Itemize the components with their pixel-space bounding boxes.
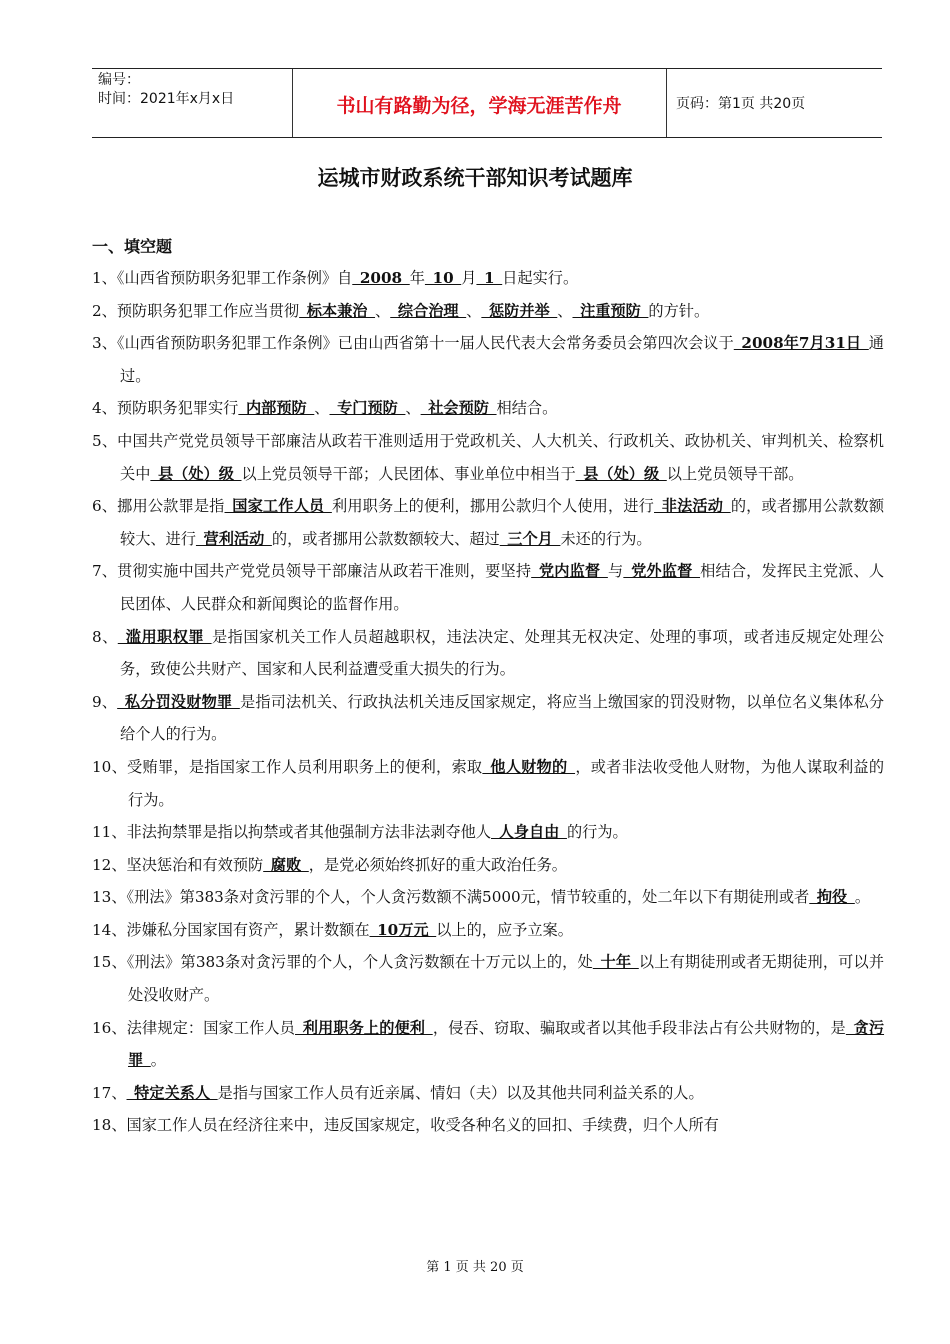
answer-blank: 他人财物的 (482, 757, 576, 776)
answer-blank: 贪污罪 (128, 1018, 885, 1070)
answer-blank: 社会预防 (420, 399, 497, 418)
question-text: 年 (409, 269, 425, 287)
question-text: 相结合，发挥民主党派、人民团体、人民群众和新闻舆论的监督作用。 (120, 562, 885, 613)
answer-blank: 非法活动 (654, 497, 731, 516)
question-number: 9、 (92, 692, 118, 711)
answer-blank: 10 (424, 269, 462, 287)
question-text: 涉嫌私分国家国有资产，累计数额在 (126, 920, 370, 939)
question-text: 以上的，应予立案。 (436, 920, 573, 939)
question-text: 。 (854, 888, 870, 907)
number-label: 编号： (98, 72, 140, 88)
question-text: 以上党员领导干部。 (666, 464, 804, 483)
answer-blank: 标本兼治 (299, 301, 376, 320)
question-text: 《山西省预防职务犯罪工作条例》自 (116, 269, 353, 287)
question-number: 13、 (92, 888, 127, 907)
question-item (92, 425, 884, 490)
header-motto: 书山有路勤为径，学海无涯苦作舟 (336, 95, 622, 117)
answer-blank: 特定关系人 (126, 1083, 218, 1102)
question-number: 14、 (92, 920, 127, 939)
question-number: 5、 (92, 431, 118, 450)
question-text: 预防职务犯罪实行 (116, 399, 239, 418)
question-number: 18、 (92, 1116, 127, 1135)
answer-blank: 注重预防 (572, 301, 649, 320)
question-number: 2、 (92, 301, 117, 320)
answer-blank: 十年 (592, 953, 639, 972)
question-text: 的，或者挪用公款数额较大、超过 (271, 529, 500, 548)
question-number: 7、 (92, 562, 118, 581)
answer-blank: 利用职务上的便利 (295, 1018, 433, 1037)
answer-blank: 党内监督 (531, 562, 608, 581)
time-label: 时间：2021年x月x日 (98, 91, 235, 107)
question-text: 以上党员领导干部；人民团体、事业单位中相当于 (241, 464, 576, 483)
page-title: 运城市财政系统干部知识考试题库 (317, 166, 633, 190)
question-text: 是指国家机关工作人员超越职权，违法决定、处理其无权决定、处理的事项，或者违反规定处理公务，致使公共财产、国家和人民利益遭受重大损失的行为。 (120, 627, 885, 679)
answer-blank: 综合治理 (390, 301, 467, 320)
question-number: 17、 (92, 1083, 127, 1102)
question-text: 挪用公款罪是指 (117, 497, 225, 516)
question-number: 1、 (92, 269, 117, 287)
header-meta (98, 71, 234, 109)
question-list (92, 262, 884, 1142)
question-item (92, 392, 884, 425)
question-text: 、 (405, 399, 421, 418)
question-text: 中国共产党党员领导干部廉洁从政若干准则适用于党政机关、人大机关、行政机关、政协机关、审判机关、检察机关中 (117, 431, 884, 483)
question-item (92, 849, 884, 882)
question-text: 日起实行。 (502, 269, 579, 287)
question-text: 《刑法》第383条对贪污罪的个人，个人贪污数额在十万元以上的，处 (126, 953, 593, 972)
question-item (92, 914, 884, 947)
page-label: 页码：第1页 共20页 (676, 96, 806, 112)
question-text: 的，或者挪用公款数额较大、进行 (120, 497, 885, 548)
question-text: 坚决惩治和有效预防 (126, 855, 264, 874)
question-item (92, 881, 884, 914)
question-item (92, 262, 884, 295)
question-text: 通过。 (120, 334, 884, 385)
question-item (92, 490, 884, 555)
question-text: 《刑法》第383条对贪污罪的个人，个人贪污数额不满5000元，情节较重的，处二年以下有期徒刑或者 (126, 888, 810, 907)
question-text: 、 (375, 301, 391, 320)
question-text: 以上有期徒刑或者无期徒刑，可以并处没收财产。 (128, 953, 885, 1005)
question-text: 月 (461, 269, 477, 287)
question-text: 是指司法机关、行政执法机关违反国家规定，将应当上缴国家的罚没财物，以单位名义集体私分给个人的行为。 (120, 692, 885, 744)
header-divider (666, 69, 667, 137)
question-number: 4、 (92, 399, 117, 418)
answer-blank: 县（处）级 (575, 464, 667, 483)
answer-blank: 拘役 (809, 888, 855, 907)
question-text: 未还的行为。 (560, 529, 652, 548)
question-text: ，是党必须始终抓好的重大政治任务。 (308, 855, 567, 874)
question-number: 6、 (92, 497, 118, 516)
question-number: 12、 (92, 855, 127, 874)
question-text: 贯彻实施中国共产党党员领导干部廉洁从政若干准则，要坚持 (117, 562, 532, 581)
answer-blank: 县（处）级 (150, 464, 242, 483)
question-item (92, 327, 884, 392)
question-item (92, 295, 884, 328)
question-item (92, 555, 884, 620)
section-heading: 一、填空题 (92, 237, 173, 256)
question-text: 。 (150, 1051, 166, 1070)
question-item (92, 1109, 884, 1142)
question-number: 16、 (92, 1018, 127, 1037)
question-text: 是指与国家工作人员有近亲属、情妇（夫）以及其他共同利益关系的人。 (217, 1083, 704, 1102)
answer-blank: 私分罚没财物罪 (117, 692, 240, 711)
question-text: 预防职务犯罪工作应当贯彻 (116, 301, 300, 320)
answer-blank: 腐败 (263, 855, 309, 874)
answer-blank: 内部预防 (238, 399, 315, 418)
question-text: 利用职务上的便利，挪用公款归个人使用，进行 (331, 497, 655, 516)
question-item (92, 816, 884, 849)
question-text: 《山西省预防职务犯罪工作条例》已由山西省第十一届人民代表大会常务委员会第四次会议于 (116, 334, 734, 353)
question-item (92, 1012, 884, 1077)
answer-blank: 专门预防 (329, 399, 406, 418)
answer-blank: 2008 (352, 269, 410, 287)
question-text: 的方针。 (648, 301, 710, 320)
page-footer: 第 1 页 共 20 页 (426, 1260, 524, 1275)
question-text: ，侵吞、窃取、骗取或者以其他手段非法占有公共财物的，是 (432, 1018, 846, 1037)
answer-blank: 2008年7月31日 (733, 334, 869, 353)
question-text: 、 (314, 399, 330, 418)
question-number: 3、 (92, 334, 117, 353)
question-item (92, 946, 884, 1011)
question-item (92, 621, 884, 686)
question-text: 相结合。 (496, 399, 558, 418)
answer-blank: 1 (476, 269, 503, 287)
question-number: 15、 (92, 953, 127, 972)
question-text: 的行为。 (566, 823, 628, 842)
question-text: 受贿罪，是指国家工作人员利用职务上的便利，索取 (127, 757, 483, 776)
question-text: 法律规定：国家工作人员 (126, 1018, 296, 1037)
question-item (92, 1077, 884, 1110)
answer-blank: 国家工作人员 (224, 497, 332, 516)
question-text: 、 (466, 301, 482, 320)
question-number: 8、 (92, 627, 118, 646)
answer-blank: 党外监督 (623, 562, 701, 581)
question-text: 非法拘禁罪是指以拘禁或者其他强制方法非法剥夺他人 (126, 823, 492, 842)
answer-blank: 10万元 (369, 920, 437, 939)
question-item (92, 686, 884, 751)
answer-blank: 滥用职权罪 (117, 627, 212, 646)
answer-blank: 惩防并举 (481, 301, 558, 320)
question-text: 、 (557, 301, 573, 320)
question-number: 11、 (92, 823, 127, 842)
answer-blank: 人身自由 (491, 823, 567, 842)
question-number: 10、 (92, 757, 128, 776)
answer-blank: 营利活动 (195, 529, 272, 548)
question-text: 国家工作人员在经济往来中，违反国家规定，收受各种名义的回扣、手续费，归个人所有 (126, 1116, 719, 1135)
question-text: 与 (607, 562, 624, 581)
answer-blank: 三个月 (499, 529, 561, 548)
question-text: ，或者非法收受他人财物，为他人谋取利益的行为。 (128, 757, 885, 809)
document-header (92, 68, 882, 138)
question-item (92, 751, 884, 816)
